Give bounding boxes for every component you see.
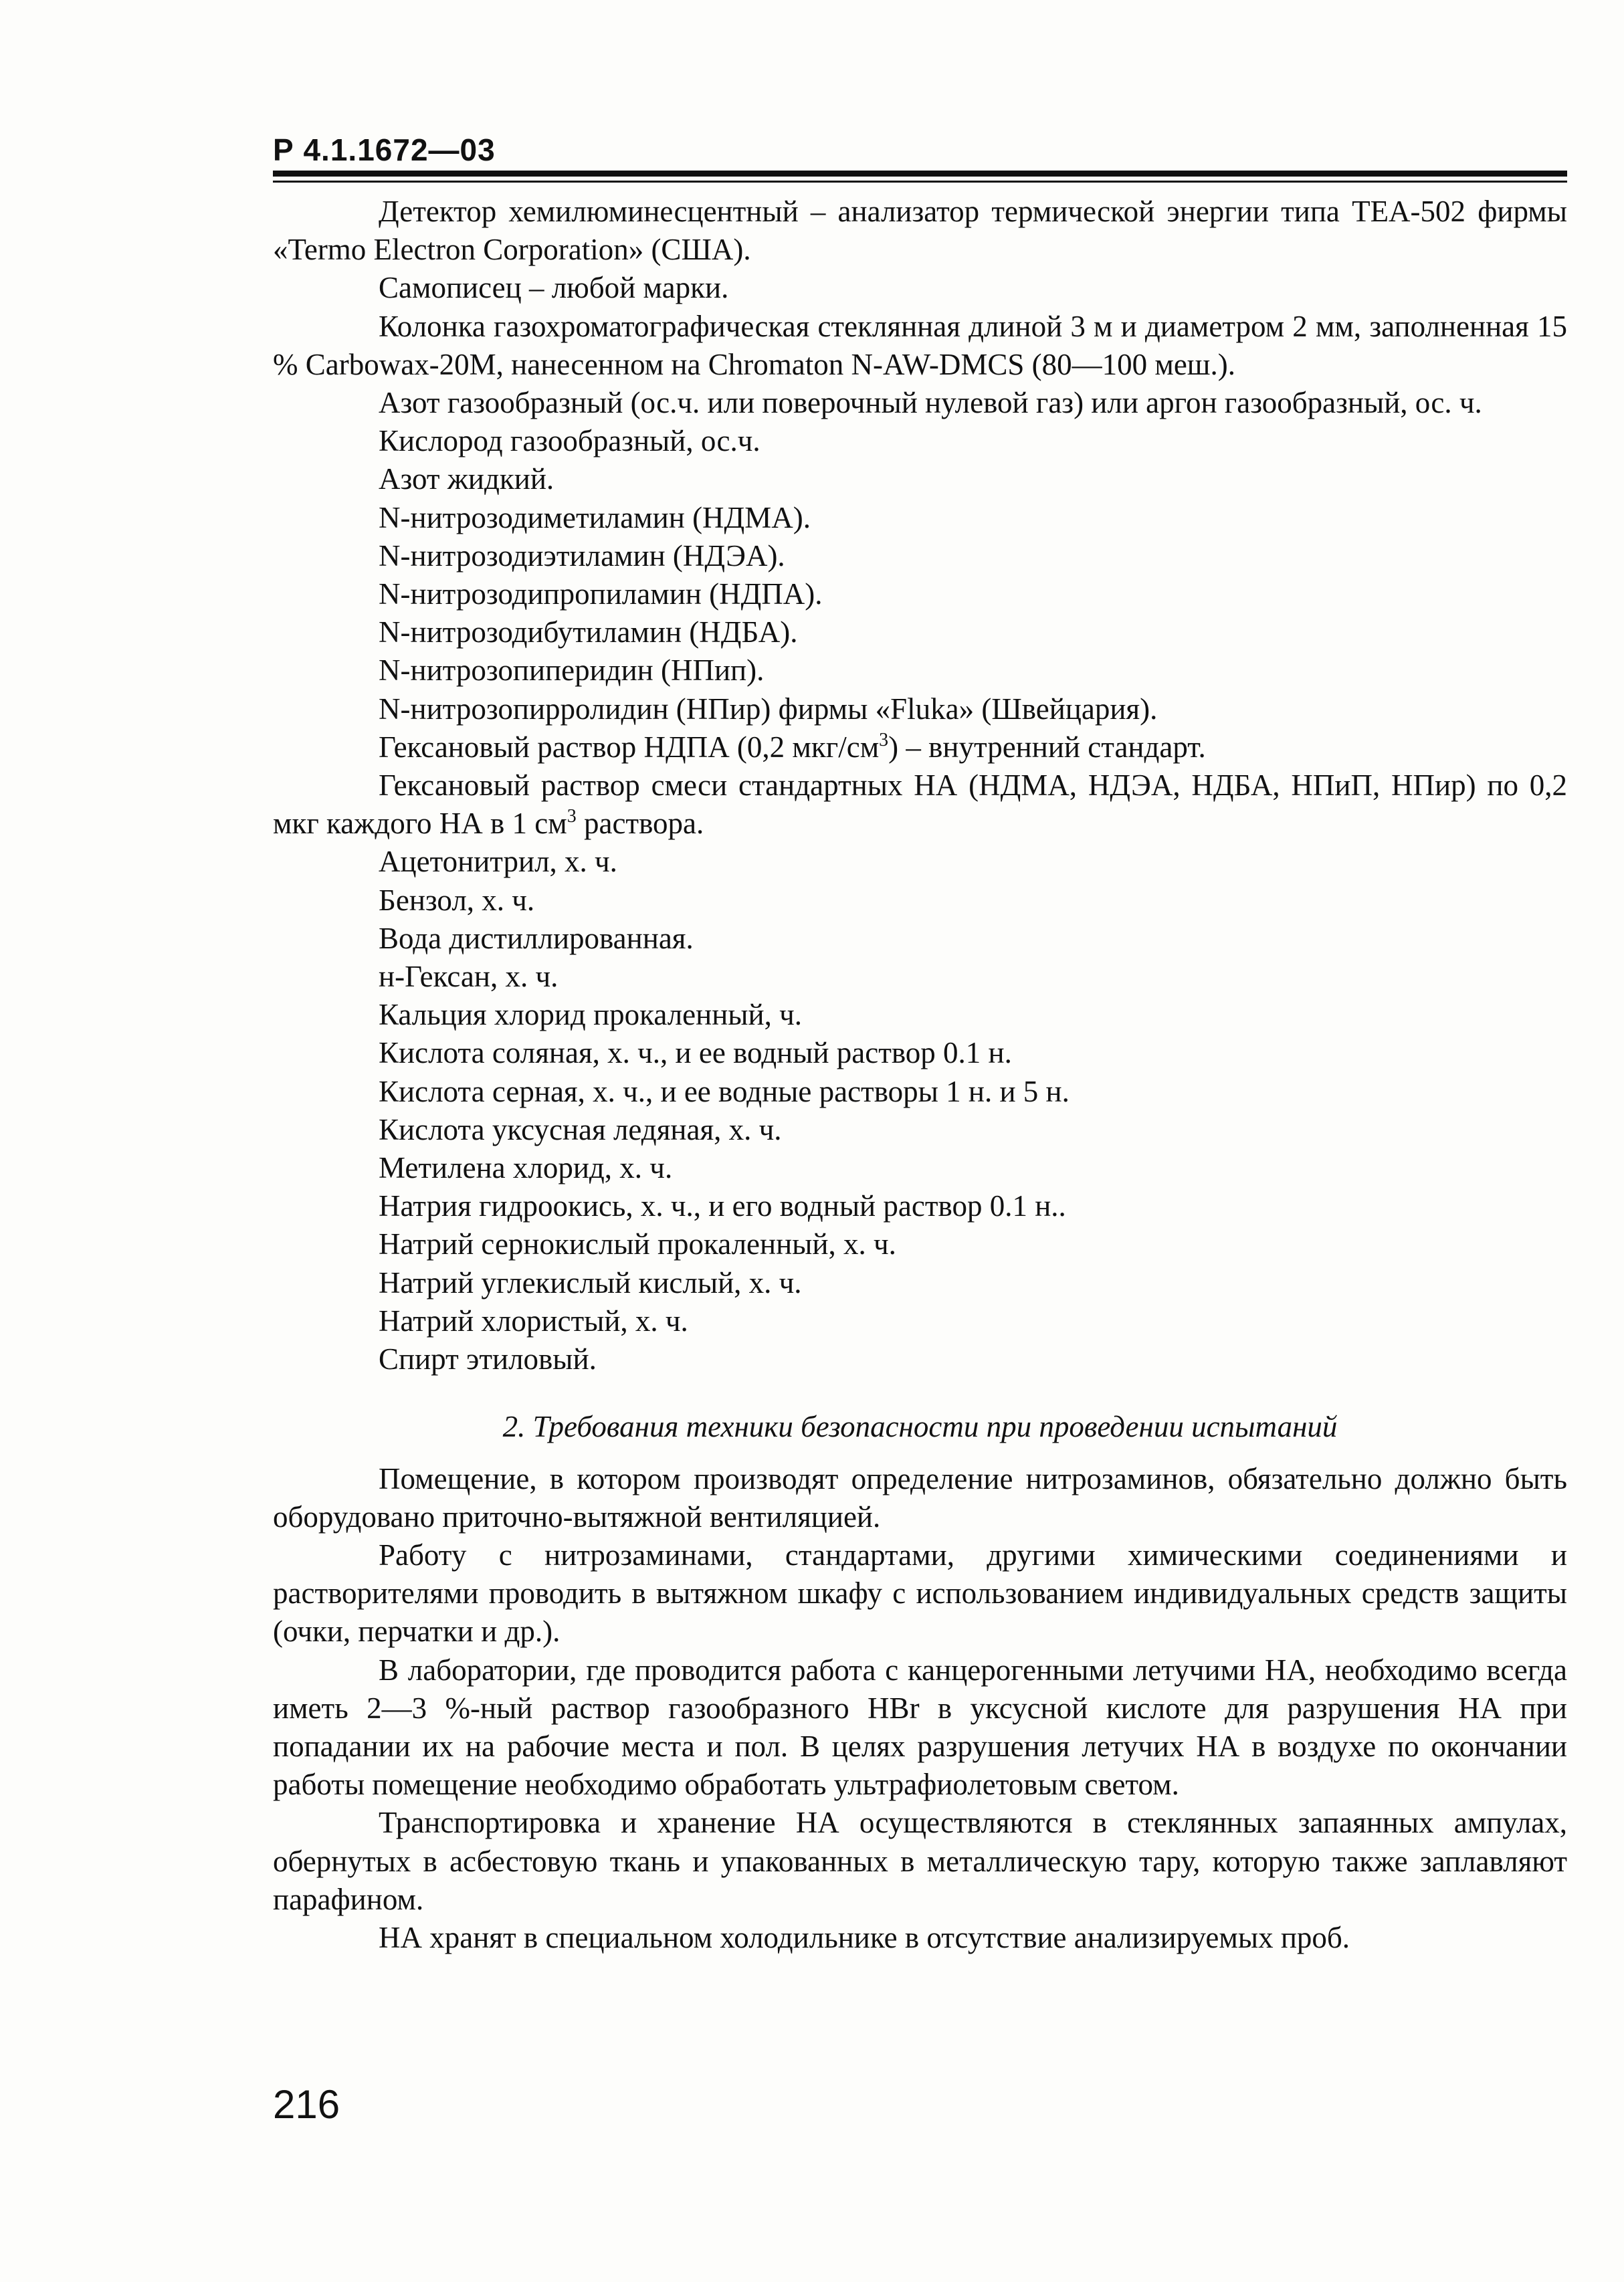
list-item: N-нитрозодиметиламин (НДМА).	[379, 500, 811, 534]
list-item: н-Гексан, х. ч.	[379, 960, 559, 994]
list-item: Натрий хлористый, х. ч.	[379, 1304, 688, 1338]
item-text-tail: раствора.	[576, 807, 704, 841]
superscript: 3	[567, 806, 577, 827]
list-item: N-нитрозопирролидин (НПир) фирмы «Fluka» (Швейцария).	[379, 692, 1158, 726]
list-item: Натрия гидроокись, х. ч., и его водный раствор 0.1 н..	[379, 1189, 1066, 1223]
list-item: N-нитрозодибутиламин (НДБА).	[379, 615, 798, 649]
list-item: Натрий углекислый кислый, х. ч.	[379, 1265, 802, 1300]
list-item: Ацетонитрил, х. ч.	[379, 845, 617, 879]
list-item: Кислота соляная, х. ч., и ее водный раствор 0.1 н.	[379, 1036, 1012, 1070]
item-text: Гексановый раствор смеси стандартных НА (НДМА, НДЭА, НДБА, НПиП, НПир) по 0,2 мкг каждого НА в 1 см	[273, 768, 1567, 841]
paragraph: Помещение, в котором производят определение нитрозаминов, обязательно должно быть оборудовано приточно-вытяжной вентиляцией.	[273, 1461, 1567, 1534]
list-item: Бензол, х. ч.	[379, 883, 535, 917]
page-number: 216	[273, 2082, 340, 2127]
list-item: Азот жидкий.	[379, 462, 554, 496]
list-item: N-нитрозодиэтиламин (НДЭА).	[379, 538, 785, 573]
list-item: Кальция хлорид прокаленный, ч.	[379, 998, 802, 1032]
list-item	[273, 728, 1567, 766]
list-item: Азот газообразный (ос.ч. или поверочный нулевой газ) или аргон газообразный, ос. ч.	[379, 386, 1482, 420]
list-item: N-нитрозопиперидин (НПип).	[379, 653, 765, 688]
list-item: Самописец – любой марки.	[379, 271, 729, 305]
paragraph: Транспортировка и хранение НА осуществляются в стеклянных запаянных ампулах, обернутых в асбестовую ткань и упакованных в металлическую тару, которую также заплавляют парафином.	[273, 1806, 1567, 1916]
list-item: Колонка газохроматографическая стеклянная длиной 3 м и диаметром 2 мм, заполненная 15 % Carbowax-20M, нанесенном на Chromaton N-AW-DMCS (80—100 меш.).	[273, 309, 1567, 381]
document-code: Р 4.1.1672—03	[273, 132, 496, 167]
paragraph: В лаборатории, где проводится работа с канцерогенными летучими НА, необходимо всегда иметь 2—3 %-ный раствор газообразного HBr в уксусной кислоте для разрушения НА при попадании их на рабочие места и пол. В целях разрушения летучих НА в воздухе по окончании работы помещение необходимо обработать ультрафиолетовым светом.	[273, 1653, 1567, 1802]
list-item: Натрий сернокислый прокаленный, х. ч.	[379, 1227, 896, 1261]
list-item: Метилена хлорид, х. ч.	[379, 1151, 673, 1185]
superscript: 3	[879, 729, 889, 750]
list-item: Кислота серная, х. ч., и ее водные растворы 1 н. и 5 н.	[379, 1074, 1070, 1108]
item-text: Гексановый раствор НДПА (0,2 мкг/см	[379, 730, 880, 764]
list-item: Спирт этиловый.	[379, 1342, 597, 1376]
section-heading: 2. Требования техники безопасности при проведении испытаний	[502, 1410, 1338, 1444]
paragraph: Работу с нитрозаминами, стандартами, другими химическими соединениями и растворителями проводить в вытяжном шкафу с использованием индивидуальных средств защиты (очки, перчатки и др.).	[273, 1538, 1567, 1649]
list-item: Детектор хемилюминесцентный – анализатор термической энергии типа ТЕА-502 фирмы «Termo Electron Corporation» (США).	[273, 195, 1567, 267]
list-item	[273, 766, 1567, 843]
item-text-tail: ) – внутренний стандарт.	[888, 730, 1206, 764]
header-rule-thick	[273, 171, 1567, 177]
header-rule-thin	[273, 181, 1567, 183]
list-item: Вода дистиллированная.	[379, 921, 694, 955]
page-body	[273, 193, 1567, 1957]
paragraph: НА хранят в специальном холодильнике в отсутствие анализируемых проб.	[379, 1920, 1350, 1954]
list-item: N-нитрозодипропиламин (НДПА).	[379, 577, 823, 611]
list-item: Кислород газообразный, ос.ч.	[379, 424, 760, 458]
list-item: Кислота уксусная ледяная, х. ч.	[379, 1112, 782, 1146]
